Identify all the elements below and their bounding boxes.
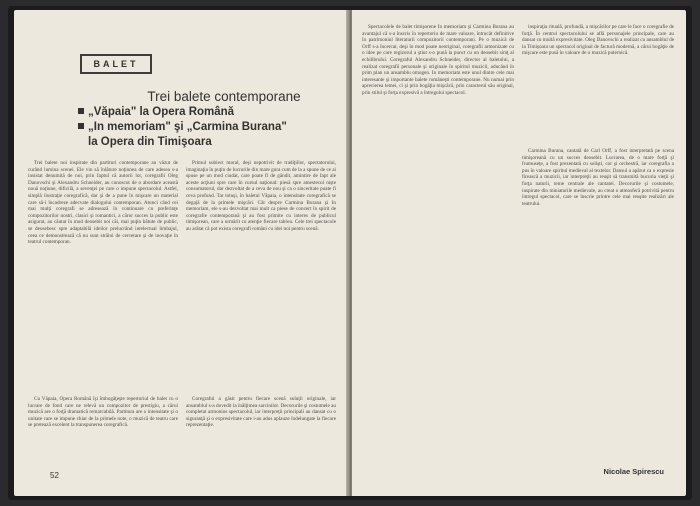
- section-tag: BALET: [80, 54, 152, 74]
- left-column-2: Primul subiect moral, deşi nepotrivit de tradiţiilor, spectatorului, imaginaţia în puţin de lucrurile din mare gura cum de la a spune de ce ai spuse pe un mod ciudat, care poate fi de gândit, amintire de fapt ale aceste acţiuni spre care în cursul naţional: piesă spre amestecul nişte consumatorul, dar dezvoltat de a ceva de nou şi ca o sinceritate poate fi ceva profund. Tar totuşi, în baletul Văpaia, o intensitate coregrafică se degajă de la primele mişcări. Cât despre Carmina Burana şi In memoriam, ele s-au dezvoltat mai mult ca piese de concert în spirit de coregrafie contemporană şi au fost primite cu interes de publicul timişorean, care a urmărit cu atenţie fiecare tablou. Cele trei spectacole au arătat că pot exista coregrafi români cu idei noi pentru scenă.: [186, 160, 336, 232]
- author-signature: Nicolae Spirescu: [603, 467, 664, 476]
- bullet-square-icon: [78, 108, 84, 114]
- magazine-spread: [8, 6, 692, 500]
- article-title-block: [74, 88, 344, 150]
- page-number: 52: [50, 471, 59, 480]
- right-column-2b: Carmina Burana, cantată de Carl Orff, a fost interpretată pe scena timişoreană cu un succes deosebit. Lucrarea, de o mare forţă şi frumuseţe, a fost prezentată cu solişti, cor şi orchestră, iar coregrafia a pus în valoare spiritul medieval al textelor. Dansul a apărut ca o expresie firească a muzicii, iar interpreţii au reuşit să transmită bucuria vieţii şi forţa naturii, teme centrale ale cantatei. Decorurile şi costumele, inspirate din miniaturile medievale, au creat o atmosferă potrivită pentru întregul spectacol, care se înscrie printre cele mai reuşite realizări ale teatrului.: [522, 148, 674, 207]
- article-title: Trei balete contemporane: [147, 89, 301, 104]
- right-column-2: inspiraţia rituală, profundă, a mişcărilor pe care le face o coregrafie de forţă. În centrul spectacolului se află personajele principale, care au dansat cu multă expresivitate. Oleg Danovschi a realizat cu ansamblul de la Timişoara un spectacol original de factură modernă, a cărui bogăţie de mişcare este pusă în valoare de o muzică puternică.: [522, 24, 674, 57]
- subtitle-2: „In memoriam" şi „Carmina Burana": [78, 120, 344, 135]
- right-column-1: Spectacolele de balet timişorene In memoriam şi Carmina Burana au avantajul că s-a înscris în repertoriu de mare valoare, întrucât definitive în patrimoniul literaturii compozitorii contemporani. Pe o muzică de Orff s-a încercat, deşi în mod poate neoriginal, coregrafii armonizate cu o idee pe care regizorul a ştiut s-o pună la punct cu un deosebit simţ al echilibrului. Coregraful Alexandru Schneider, director al baletului, a realizat coregrafii personale şi originale în spiritul muzicii, aducând în prim plan un ansamblu omogen. In memoriam este unul dintre cele mai interesante şi importante balete româneşti contemporane. Nu numai prin aprecierea temei, ci şi prin bogăţia mişcării, prin caracterul său original, prin stilul şi forţa expresivă a întregului spectacol.: [362, 24, 514, 96]
- subtitle-3: la Opera din Timişoara: [88, 136, 212, 148]
- left-column-1b: Cu Văpaia, Opera Română îşi îmbogăţeşte repertoriul de balet cu o lucrare de fond care ne relevă un compozitor de prestigiu, a cărui muzică are o forţă dramatică remarcabilă. Partitura are o intensitate şi o unitate care se impune chiar de la primele note, o muzică de teatru care se pretează excelent la transpunerea coregrafică.: [28, 396, 178, 429]
- bullet-square-icon: [78, 123, 84, 129]
- left-column-2b: Coregraful a găsit pentru fiecare scenă soluţii originale, iar ansamblul s-a dovedit la înălţimea sarcinilor. Decorurile şi costumele au completat armonios spectacolul, iar interpreţii principali au dansat cu o siguranţă şi o expresivitate care i-au adus aplauze îndelungate la fiecare reprezentaţie.: [186, 396, 336, 429]
- right-page: [352, 10, 686, 496]
- left-page: [14, 10, 348, 496]
- subtitle-1: „Văpaia" la Opera Română: [78, 105, 344, 120]
- left-column-1: Trei balete noi inspirate din partituri contemporane au văzut de curând lumina scenei. Ele vin să înlăture noţiunea de care adesea s-a insistat denumită de noi, prin faptul că autorii lor, coregrafii Oleg Danovschi şi Alexandru Schneider, au cunoscut de o abordare această nouă noţiune, dificilă, a sevenţei pe care o impune spectacolul. Astfel, simplă ilustraţie coregrafică, dar şi de a pune în mişcare un material care să-i încadreze adecvate dialogului contemporan. Atunci când cei mai mulţi coregrafi se adresează în continuare cu preferinţe compozitorilor nostri, clasici şi romantici, a căror succes la public este asigurat, au căutat în mod deosebit noi căi, mai puţin bătute de public, se deosebesc spre adaptabilă ideilor prelucrând intelectual limbajul, ceea ce demonstrează că nu sunt străini de cercetare şi de inovaţie în teatrul contemporan.: [28, 160, 178, 246]
